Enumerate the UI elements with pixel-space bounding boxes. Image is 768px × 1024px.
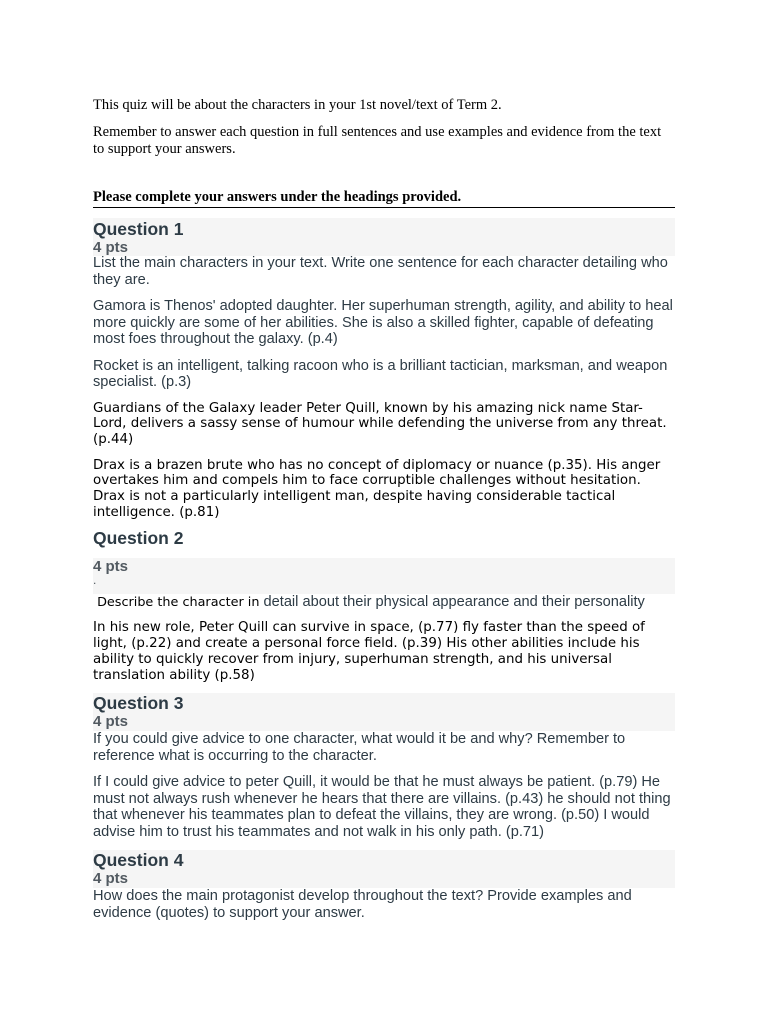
question-3-header xyxy=(93,693,675,731)
question-2-header xyxy=(93,558,675,594)
question-3-title: Question 3 xyxy=(93,693,184,714)
question-1-header xyxy=(93,218,675,256)
question-2-prompt-start: Describe the character in xyxy=(93,595,264,611)
question-1-answer-quill: Guardians of the Galaxy leader Peter Quill, known by his amazing nick name Star-Lord, delivers a sassy sense of humour while defending the universe from any threat. (p.44) xyxy=(93,400,667,447)
question-1-answer-gamora: Gamora is Thenos' adopted daughter. Her superhuman strength, agility, and ability to heal more quickly are some of her abilities. She is also a skilled fighter, capable of defeating most foes throughout the galaxy. (p.4) xyxy=(93,298,673,347)
intro-instructions-text: Remember to answer each question in full sentences and use examples and evidence from the text to support your answers. xyxy=(93,124,662,157)
question-3-points: 4 pts xyxy=(93,713,129,731)
quiz-document xyxy=(93,97,675,921)
question-1-prompt: List the main characters in your text. Write one sentence for each character detailing who they are. xyxy=(93,255,668,288)
question-1-title: Question 1 xyxy=(93,219,184,239)
question-1-answer-drax: Drax is a brazen brute who has no concept of diplomacy or nuance (p.35). His anger overtakes him and compels him to face corruptible challenges without hesitation. Drax is not a particularly intelligent man, despite having considerable tactical intelligence. (p.81) xyxy=(93,457,661,520)
intro-text: This quiz will be about the characters in your 1st novel/text of Term 2. xyxy=(93,97,502,113)
question-2-points: 4 pts xyxy=(93,558,129,576)
question-3-prompt: If you could give advice to one character, what would it be and why? Remember to reference what is occurring to the character. xyxy=(93,731,626,764)
question-4-title: Question 4 xyxy=(93,850,184,871)
question-3-answer: If I could give advice to peter Quill, it would be that he must always be patient. (p.79) He must not always rush whenever he hears that there are villains. (p.43) he should not thing that whenever his teammates plan to defeat the villains, they are wrong. (p.50) I would advise him to trust his teammates and not walk in his only path. (p.71) xyxy=(93,774,671,840)
question-2-dot: . xyxy=(93,573,97,588)
question-2-answer: In his new role, Peter Quill can survive in space, (p.77) fly faster than the speed of light, (p.22) and create a personal force field. (p.39) His other abilities include his ability to quickly recover from injury, superhuman strength, and his universal translation ability (p.58) xyxy=(93,620,645,683)
question-4-header xyxy=(93,850,675,888)
question-1-points: 4 pts xyxy=(93,239,129,256)
question-4-prompt: How does the main protagonist develop throughout the text? Provide examples and evidence (quotes) to support your answer. xyxy=(93,888,632,921)
instructions-heading: Please complete your answers under the headings provided. xyxy=(93,189,675,208)
question-2-prompt xyxy=(93,593,675,611)
question-4-points: 4 pts xyxy=(93,870,129,888)
question-2-title: Question 2 xyxy=(93,528,184,549)
question-1-answer-rocket: Rocket is an intelligent, talking racoon who is a brilliant tactician, marksman, and weapon specialist. (p.3) xyxy=(93,357,668,390)
question-2-prompt-end: detail about their physical appearance and their personality xyxy=(263,594,645,611)
